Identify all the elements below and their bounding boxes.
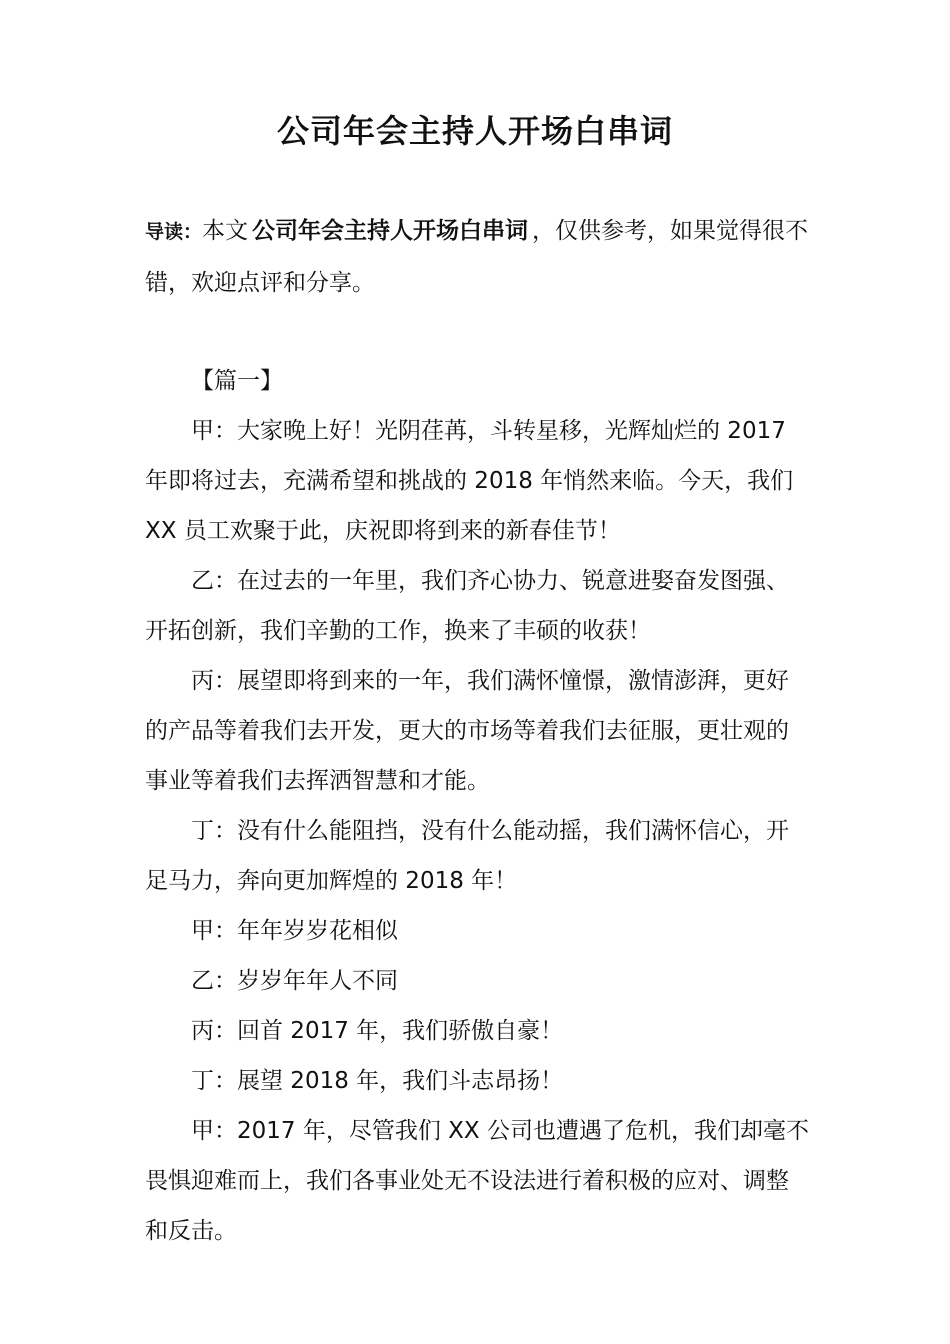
intro-title-reference: 公司年会主持人开场白串词 bbox=[252, 218, 529, 244]
intro-before-text: 本文 bbox=[202, 218, 249, 244]
body-paragraph: 甲：大家晚上好！光阴荏苒，斗转星移，光辉灿烂的 2017 年即将过去，充满希望和挑战的 2018 年悄然来临。今天，我们 XX 员工欢聚于此，庆祝即将到来的新春佳节！ bbox=[145, 418, 794, 544]
article-body bbox=[145, 356, 810, 1256]
body-paragraph: 乙：岁岁年年人不同 bbox=[191, 968, 398, 994]
body-paragraph: 丙：展望即将到来的一年，我们满怀憧憬，激情澎湃，更好的产品等着我们去开发，更大的市场等着我们去征服，更壮观的事业等着我们去挥洒智慧和才能。 bbox=[145, 668, 789, 794]
section-heading: 【篇一】 bbox=[191, 368, 283, 394]
intro-after-text: ，仅供参考，如果觉得很不错，欢迎点评和分享。 bbox=[145, 218, 809, 296]
body-paragraph: 甲：年年岁岁花相似 bbox=[191, 918, 398, 944]
body-paragraph: 乙：在过去的一年里，我们齐心协力、锐意进娶奋发图强、开拓创新，我们辛勤的工作，换来了丰硕的收获！ bbox=[145, 568, 789, 644]
body-paragraph: 甲：2017 年，尽管我们 XX 公司也遭遇了危机，我们却毫不畏惧迎难而上，我们各事业处无不设法进行着积极的应对、调整和反击。 bbox=[145, 1118, 809, 1244]
document-title: 公司年会主持人开场白串词 bbox=[276, 112, 673, 150]
body-paragraph: 丁：没有什么能阻挡，没有什么能动摇，我们满怀信心，开足马力，奔向更加辉煌的 2018 年！ bbox=[145, 818, 789, 894]
intro-paragraph bbox=[145, 206, 810, 309]
body-paragraph: 丙：回首 2017 年，我们骄傲自豪！ bbox=[191, 1018, 564, 1044]
body-paragraph: 丁：展望 2018 年，我们斗志昂扬！ bbox=[191, 1068, 564, 1094]
intro-lead-label: 导读： bbox=[145, 221, 203, 243]
